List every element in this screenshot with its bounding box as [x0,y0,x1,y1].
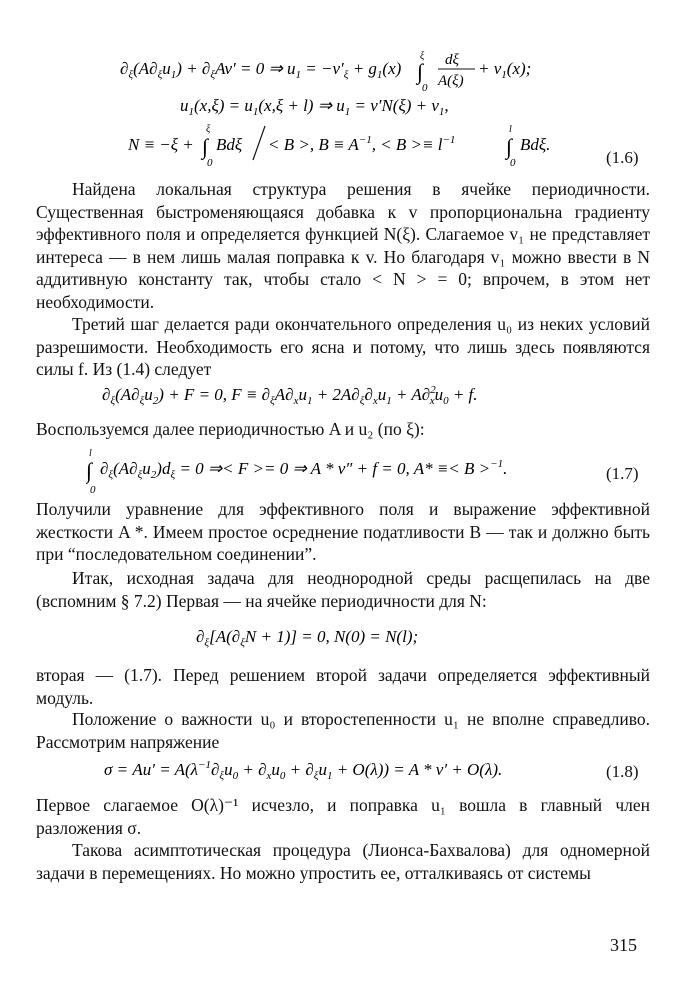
page-number: 315 [610,935,637,955]
equation-u1-solution [120,50,580,99]
paragraph-third-step: Третий шаг делается ради окончательного определения u₀ из неких условий разрешимости. Необходимость его ясна и потому, что лишь здесь появляются силы f. Из (1.4) следует [36,314,650,379]
paragraph-asymptotic-procedure: Такова асимптотическая процедура (Лионса-Бахвалова) для одномерной задачи в перемещениях. Но можно упростить ее, отталкиваясь от системы [36,840,650,883]
equation-N-definition-graphic [128,120,578,168]
svg-text:∂ξ[A(∂ξN + 1)] = 0, N(0) =: $\partial_\xi[A(\partial_\xi N + 1)] = 0$, N(0) = N(l); [196,627,419,649]
svg-text:ξ: ξ [206,124,211,135]
equation-effective-field [86,444,586,503]
paragraph-effective-stiffness: Получили уравнение для эффективного поля и выражение эффективной жесткости A *. Имеем простое осреднение податливости B — так и должно быть при “последовательном соединении”. [36,499,650,564]
svg-text:∫: ∫ [506,134,513,159]
equation-stress-graphic [104,757,594,785]
svg-text:∂ξ(A∂ξu1) + ∂ξAv′ = 0 ⇒ u1 = −: $\partial_\xi(A\partial_\xi u_1) + \partial_\xi Av' = 0$ ⇒ $u_1 = -v'_\xi + g_1(x)$ [120,59,402,81]
equation-cell-problem-graphic [196,617,516,657]
equation-periodicity-graphic [180,93,500,119]
svg-text:l: l [89,448,92,459]
equation-effective-field-graphic [86,444,586,496]
equation-number-1-7: (1.7) [606,464,639,483]
equation-u1-solution-graphic [120,50,580,92]
svg-text:dξ: dξ [445,52,459,68]
paragraph-periodicity: Воспользуемся далее периодичностью A и u₂ (по ξ): [36,419,425,439]
paragraph-first-term: Первое слагаемое O(λ)⁻¹ исчезло, и поправка u₁ вошла в главный член разложения σ. [36,795,650,838]
equation-force-F [102,382,602,417]
svg-text:l: l [509,124,512,135]
svg-text:A(ξ): A(ξ) [438,73,464,89]
svg-text:+ v1(x);: + $v_1(x)$; [478,59,532,81]
equation-stress [104,757,594,792]
equation-N-definition [128,120,578,175]
svg-text:ξ: ξ [420,51,425,62]
svg-text:N ≡ −ξ +: N ≡ −ξ + [128,135,194,154]
svg-text:∂ξ(A∂ξu2)dξ = 0 ⇒< F >= 0 ⇒ A: $\partial_\xi(A\partial_\xi u_2)d_\xi = 0$ ⇒< F >= 0 ⇒ A * v″ + f = 0, A* ≡< B >$^{-1}$. [100,458,508,481]
equation-number-1-8: (1.8) [606,762,639,781]
svg-text:σ = Au′ = A(λ−1∂ξu0 + ∂xu0 + ∂: $\sigma = Au' = A(\lambda^{-1}\partial_\xi u_0 + \partial_xu_0 + \partial_\xi u_1 + O(\lambda)) = A * v' + O(\lambda)$. [104,759,503,782]
svg-text:0: 0 [207,157,213,168]
equation-number-1-6: (1.6) [606,148,639,167]
svg-text:0: 0 [90,484,96,496]
svg-text:Bdξ: Bdξ [216,135,243,154]
paragraph-importance: Положение о важности u₀ и второстепенности u₁ не вполне справедливо. Рассмотрим напряжение [36,709,650,752]
svg-text:∂ξ(A∂ξu2) + F = 0, F ≡ ∂ξA∂: $\partial_\xi(A\partial_\xi u_2) + F = 0$, $F \equiv \partial_\xi A\partial_xu_1 + 2A\partial_\xi\partial_xu_1 + A\partial^2$ $xu_0 + f$. [102,384,478,407]
svg-text:u1(x,ξ) = u1(x,ξ + l) ⇒ u1 = v: $u_1(x,\xi) = u_1(x,\xi + l)$ ⇒ $u_1 = v'N(\xi) + v_1$, [180,96,449,118]
paragraph-local-structure: Найдена локальная структура решения в ячейке периодичности. Существенная быстроменяющаяся добавка к v пропорциональна градиенту эффективного поля и определяется функцией N(ξ). Слагаемое v₁ не представляет интереса — в нем лишь малая поправка к v. Но благодаря v₁ можно ввести в N аддитивную константу так, чтобы стало < N > = 0; впрочем, в этом нет необходимости. [36,179,650,312]
svg-text:∫: ∫ [202,134,209,159]
svg-text:0: 0 [510,157,516,168]
svg-text:Bdξ.: Bdξ. [520,135,551,154]
svg-text:< B >, B ≡ A−1, < B >≡ l: < B >, $B \equiv A^{-1}$, < $B >\equiv l^{-1}$ [268,134,456,154]
svg-text:∫: ∫ [417,59,424,84]
equation-cell-problem [196,617,516,664]
svg-text:∫: ∫ [86,458,93,483]
paragraph-second-problem: вторая — (1.7). Перед решением второй задачи определяется эффективный модуль. [36,665,650,708]
equation-force-F-graphic [102,382,602,410]
paragraph-split-problem: Итак, исходная задача для неоднородной среды расщепилась на две (вспомним § 7.2) Первая — на ячейке периодичности для N: [36,568,650,611]
svg-text:0: 0 [422,82,428,92]
